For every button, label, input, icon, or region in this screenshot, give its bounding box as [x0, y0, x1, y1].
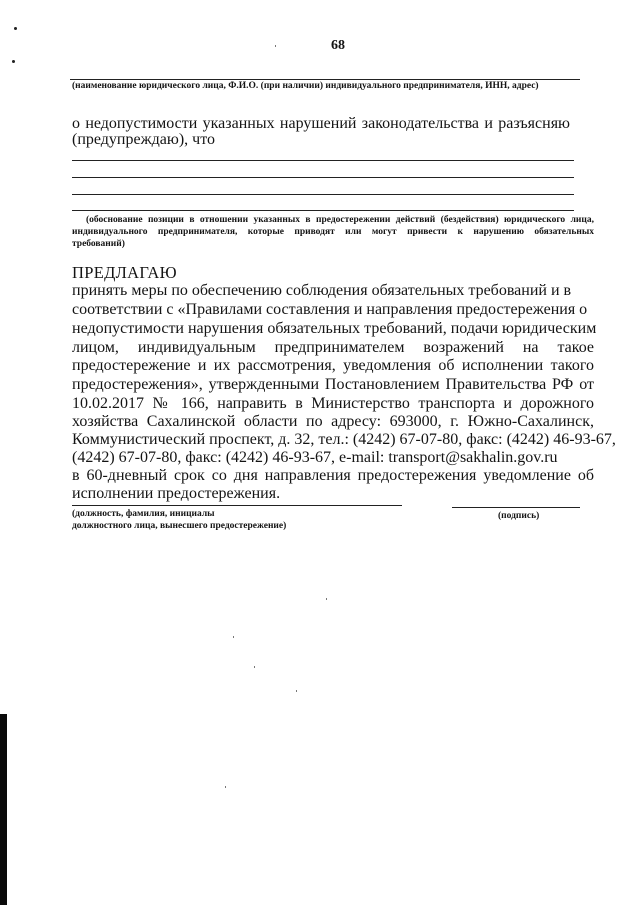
scan-speck — [275, 45, 276, 47]
proposal-line: соответствии с «Правилами составления и направления предостережения о — [72, 301, 588, 318]
proposal-line: в 60-дневный срок со дня направления предостережения уведомление об — [72, 467, 594, 484]
scan-speck — [296, 690, 297, 692]
signature-line — [452, 507, 580, 508]
scan-speck — [233, 636, 234, 638]
scan-speck — [254, 666, 255, 668]
scan-mark — [12, 60, 15, 63]
justification-caption: индивидуального предпринимателя, которые приводят или могут привести к нарушению обязательных — [72, 227, 594, 237]
signature-caption: (подпись) — [498, 511, 540, 521]
header-caption: (наименование юридического лица, Ф.И.О. (при наличии) индивидуального предпринимателя, ИНН, адрес) — [72, 81, 539, 91]
scan-speck — [225, 786, 226, 788]
proposal-line: лицом, индивидуальным предпринимателем возражений на такое — [72, 339, 594, 356]
scan-mark — [14, 27, 17, 30]
proposal-line: предостережения», утвержденными Постановлением Правительства РФ от — [72, 376, 594, 393]
proposal-line: недопустимости нарушения обязательных требований, подачи юридическим — [72, 320, 597, 337]
justification-line — [72, 210, 574, 211]
proposal-heading: ПРЕДЛАГАЮ — [72, 263, 177, 282]
proposal-line: (4242) 67-07-80, факс: (4242) 46-93-67, e-mail: transport@sakhalin.gov.ru — [72, 449, 558, 466]
scan-edge-shadow — [0, 714, 7, 905]
proposal-line: исполнении предостережения. — [72, 485, 281, 502]
position-caption: (должность, фамилия, инициалы — [72, 509, 215, 519]
proposal-line: Коммунистический проспект, д. 32, тел.: (4242) 67-07-80, факс: (4242) 46-93-67, — [72, 431, 616, 448]
justification-line — [72, 177, 574, 178]
position-caption: должностного лица, вынесшего предостережение) — [72, 521, 287, 531]
intro-line: о недопустимости указанных нарушений законодательства и разъясняю — [72, 115, 570, 132]
scan-speck — [326, 598, 327, 600]
intro-line: (предупреждаю), что — [72, 131, 215, 148]
justification-line — [72, 160, 574, 161]
proposal-line: предостережение и их рассмотрения, уведомления об исполнении такого — [72, 357, 594, 374]
position-signature-line — [72, 505, 402, 506]
justification-caption: требований) — [72, 239, 125, 249]
proposal-line: принять меры по обеспечению соблюдения обязательных требований и в — [72, 282, 572, 299]
justification-line — [72, 194, 574, 195]
page-number: 68 — [331, 38, 345, 53]
proposal-line: хозяйства Сахалинской области по адресу: 693000, г. Южно-Сахалинск, — [72, 413, 594, 430]
justification-caption: (обоснование позиции в отношении указанных в предостережении действий (бездействия) юридического лица, — [86, 215, 594, 225]
proposal-line: 10.02.2017 № 166, направить в Министерство транспорта и дорожного — [72, 395, 594, 412]
